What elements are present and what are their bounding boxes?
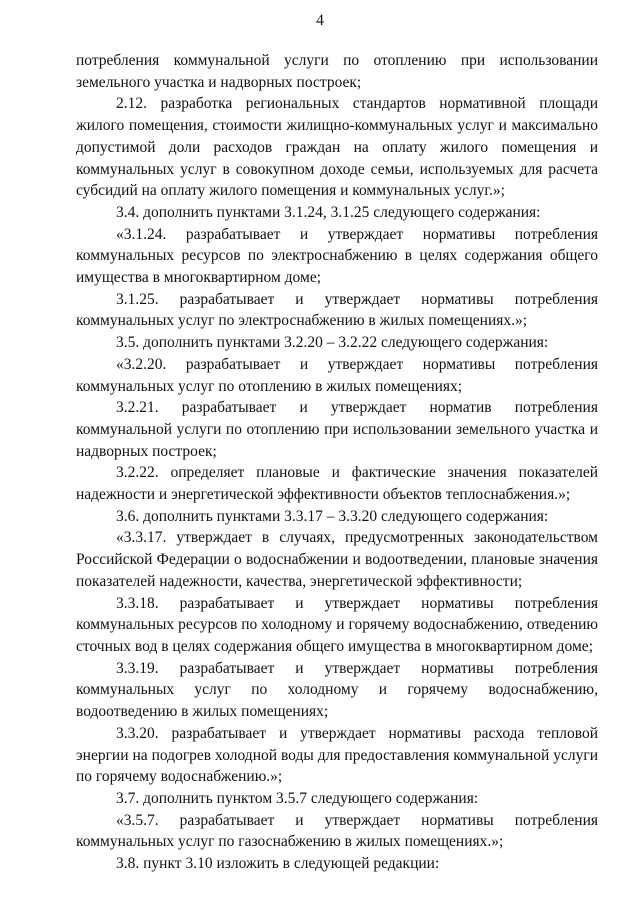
paragraph-3-3-18: 3.3.18. разрабатывает и утверждает нормативы потребления коммунальных ресурсов по холодному и горячему водоснабжению, отведению сточных вод в целях содержания общего имущества в многоквартирном доме;	[76, 594, 598, 655]
paragraph-3-2-22: 3.2.22. определяет плановые и фактические значения показателей надежности и энергетической эффективности объектов теплоснабжения.»;	[76, 464, 598, 504]
page-number: 4	[316, 12, 324, 29]
paragraph-3-5-7: «3.5.7. разрабатывает и утверждает нормативы потребления коммунальных услуг по газоснабжению в жилых помещениях.»;	[76, 811, 598, 851]
paragraph-3-2-21: 3.2.21. разрабатывает и утверждает норматив потребления коммунальной услуги по отоплению при использовании земельного участка и надворных построек;	[76, 399, 598, 460]
paragraph-3-3-20: 3.3.20. разрабатывает и утверждает нормативы расхода тепловой энергии на подогрев холодной воды для предоставления коммунальной услуги по горячему водоснабжению.»;	[76, 724, 598, 786]
document-body	[76, 50, 598, 875]
paragraph-3-3-17: «3.3.17. утверждает в случаях, предусмотренных законодательством Российской Федерации о водоснабжении и водоотведении, плановые значения показателей надежности, качества, энергетической эффективности;	[76, 529, 598, 590]
paragraph-3-6: 3.6. дополнить пунктами 3.3.17 – 3.3.20 следующего содержания:	[116, 507, 549, 525]
paragraph-continuation: потребления коммунальной услуги по отоплению при использовании земельного участка и надворных построек;	[76, 52, 598, 91]
paragraph-3-8: 3.8. пункт 3.10 изложить в следующей редакции:	[116, 855, 440, 873]
paragraph-3-4: 3.4. дополнить пунктами 3.1.24, 3.1.25 следующего содержания:	[116, 203, 541, 221]
paragraph-3-1-24: «3.1.24. разрабатывает и утверждает нормативы потребления коммунальных ресурсов по электроснабжению в целях содержания общего имущества в многоквартирном доме;	[76, 225, 598, 287]
paragraph-2-12: 2.12. разработка региональных стандартов нормативной площади жилого помещения, стоимости жилищно-коммунальных услуг и максимально допустимой доли расходов граждан на оплату жилого помещения и коммунальных услуг в совокупном доходе семьи, используемых для расчета субсидий на оплату жилого помещения и коммунальных услуг.»;	[76, 95, 598, 200]
paragraph-3-3-19: 3.3.19. разрабатывает и утверждает нормативы потребления коммунальных услуг по холодному и горячему водоснабжению, водоотведению в жилых помещениях;	[76, 659, 598, 721]
paragraph-3-7: 3.7. дополнить пунктом 3.5.7 следующего содержания:	[116, 789, 479, 807]
paragraph-3-2-20: «3.2.20. разрабатывает и утверждает нормативы потребления коммунальных услуг по отоплению в жилых помещениях;	[76, 355, 598, 395]
paragraph-3-1-25: 3.1.25. разрабатывает и утверждает нормативы потребления коммунальных услуг по электроснабжению в жилых помещениях.»;	[76, 290, 598, 330]
paragraph-3-5: 3.5. дополнить пунктами 3.2.20 – 3.2.22 следующего содержания:	[116, 334, 549, 352]
